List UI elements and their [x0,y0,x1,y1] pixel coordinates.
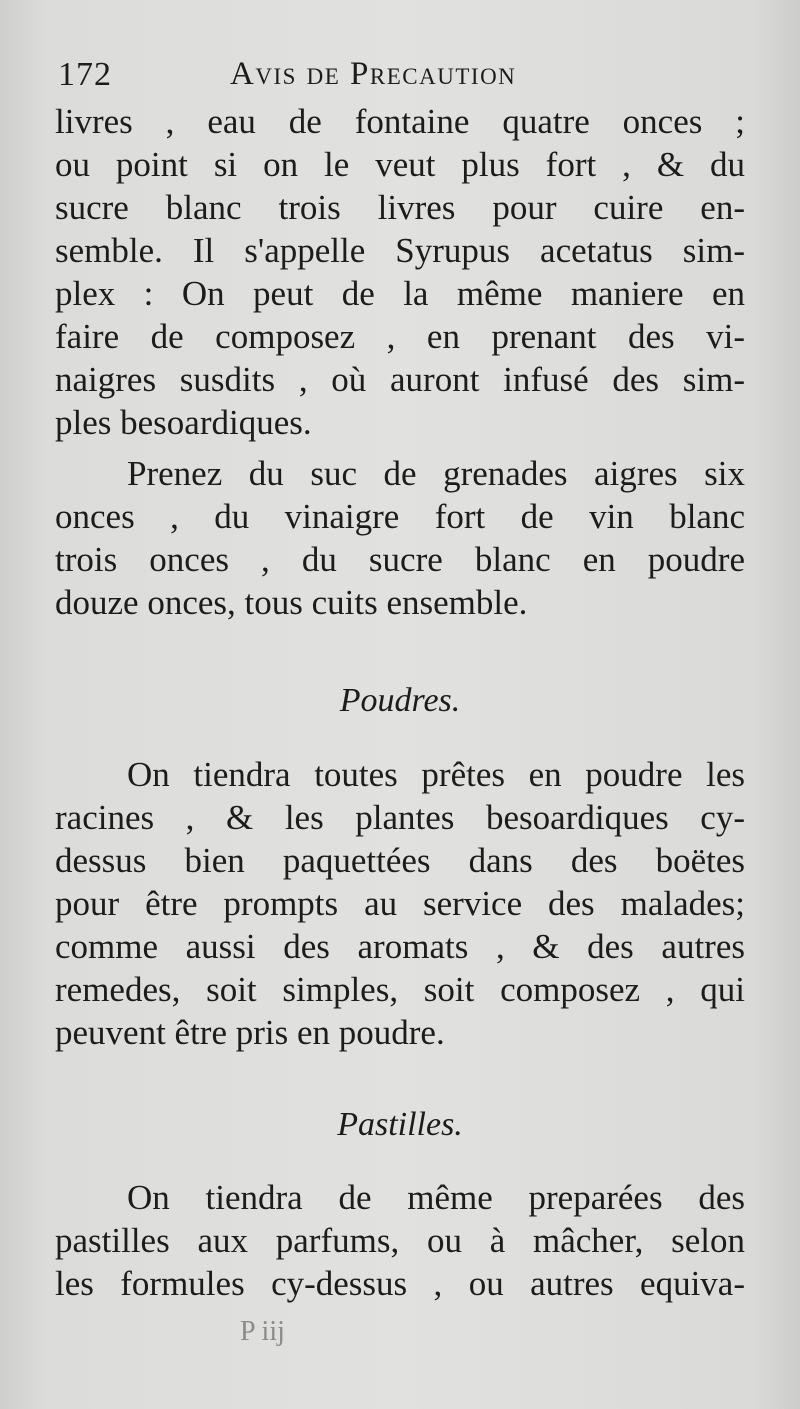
text-line: On tiendra toutes prêtes en poudre les [127,755,745,794]
text-line: dessus bien paquettées dans des boëtes [55,841,745,880]
paragraph-syrup [55,100,745,444]
running-head: Avis de Precaution [230,56,517,92]
text-line: sucre blanc trois livres pour cuire en- [55,188,745,227]
paragraph-pastilles [55,1176,745,1305]
text-line: plex : On peut de la même maniere en [55,274,745,313]
text-line: remedes, soit simples, soit composez , qui [55,970,745,1009]
text-line: Prenez du suc de grenades aigres six [127,454,745,493]
text-line: pour être prompts au service des malades; [55,884,745,923]
text-line: ou point si on le veut plus fort , & du [55,145,745,184]
text-line: semble. Il s'appelle Syrupus acetatus sim- [55,231,745,270]
text-line: ples besoardiques. [55,403,312,442]
page-number: 172 [58,56,112,93]
signature-mark: P iij [240,1316,285,1347]
heading-pastilles: Pastilles. [337,1106,463,1143]
text-line: naigres susdits , où auront infusé des sim- [55,360,745,399]
text-line: peuvent être pris en poudre. [55,1013,445,1052]
text-line: comme aussi des aromats , & des autres [55,927,745,966]
paragraph-poudres [55,753,745,1054]
paragraph-grenades [55,452,745,624]
text-line: les formules cy-dessus , ou autres equiva- [55,1264,745,1303]
text-line: onces , du vinaigre fort de vin blanc [55,497,745,536]
text-line: On tiendra de même preparées des [127,1178,745,1217]
text-line: racines , & les plantes besoardiques cy- [55,798,745,837]
text-line: faire de composez , en prenant des vi- [55,317,745,356]
heading-poudres: Poudres. [339,682,461,719]
text-line: douze onces, tous cuits ensemble. [55,583,528,622]
text-line: pastilles aux parfums, ou à mâcher, selon [55,1221,745,1260]
text-line: trois onces , du sucre blanc en poudre [55,540,745,579]
text-line: livres , eau de fontaine quatre onces ; [55,102,745,141]
page-header [58,48,748,100]
